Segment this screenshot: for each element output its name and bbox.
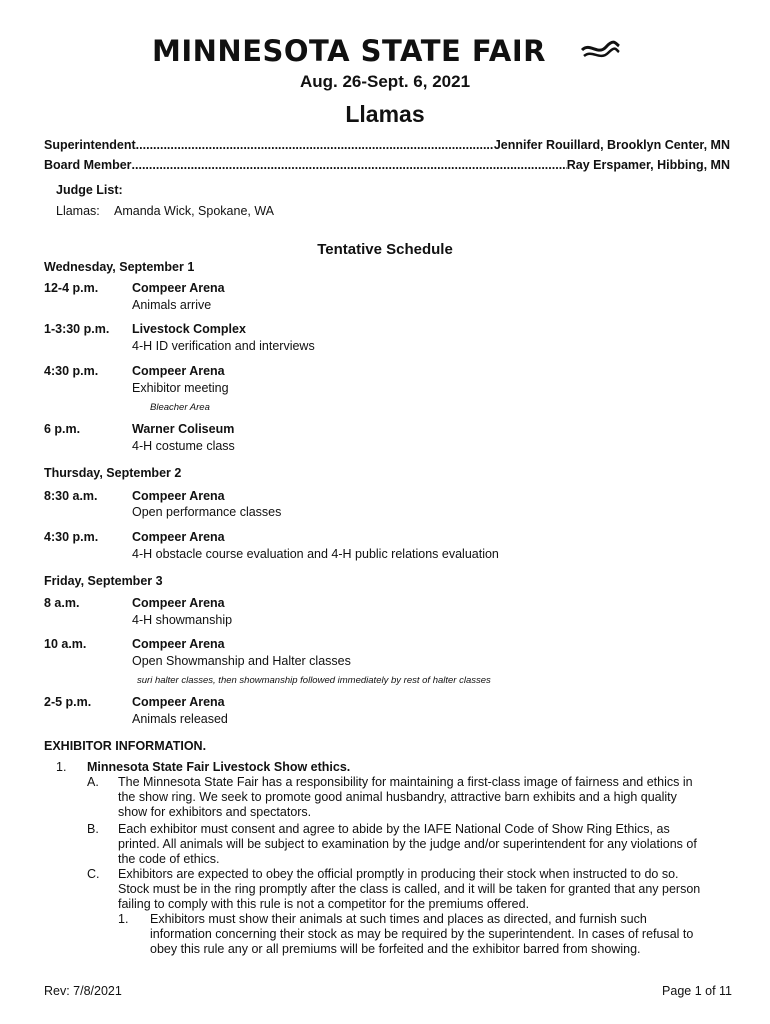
judge-division: Llamas:	[56, 204, 100, 218]
board-member-label: Board Member	[44, 158, 132, 172]
event-location: Compeer Arena	[132, 695, 225, 709]
fair-logo	[152, 34, 622, 74]
event-location: Livestock Complex	[132, 322, 246, 336]
judge-list-heading: Judge List:	[56, 183, 123, 197]
page-number: Page 1 of 11	[662, 984, 732, 998]
item-number: 1.	[56, 760, 67, 774]
event-note: Bleacher Area	[150, 402, 210, 413]
event-time: 2-5 p.m.	[44, 695, 92, 709]
wave-flag-icon	[580, 38, 620, 62]
event-description: Animals arrive	[132, 298, 212, 312]
event-description: Open Showmanship and Halter classes	[132, 654, 351, 668]
event-description: 4-H ID verification and interviews	[132, 339, 315, 353]
judge-name: Amanda Wick, Spokane, WA	[114, 204, 275, 218]
event-location: Compeer Arena	[132, 530, 225, 544]
board-member-name: Ray Erspamer, Hibbing, MN	[566, 158, 730, 172]
event-location: Compeer Arena	[132, 596, 225, 610]
event-time: 8:30 a.m.	[44, 489, 98, 503]
event-description: 4-H costume class	[132, 439, 235, 453]
sub-item-label: B.	[87, 822, 99, 836]
sub-sub-item-label: 1.	[118, 912, 129, 926]
event-description: 4-H obstacle course evaluation and 4-H public relations evaluation	[132, 547, 499, 561]
sub-item-text: The Minnesota State Fair has a responsibility for maintaining a first-class image of fairness and ethics in the show ring. We seek to promote good animal husbandry, attractive barn exhibits and a high quality show for exhibitors and spectators.	[118, 775, 693, 819]
event-location: Compeer Arena	[132, 637, 225, 651]
event-location: Warner Coliseum	[132, 422, 235, 436]
superintendent-name: Jennifer Rouillard, Brooklyn Center, MN	[493, 138, 730, 152]
event-description: 4-H showmanship	[132, 613, 233, 627]
sub-item-text: Each exhibitor must consent and agree to abide by the IAFE National Code of Show Ring Ethics, as printed. All animals will be subject to examination by the judge and/or superintendent for any violations of the code of ethics.	[118, 822, 697, 866]
sub-item-text: Exhibitors are expected to obey the official promptly in producing their stock when instructed to do so. Stock must be in the ring promptly after the class is called, and it will be taken for granted that any person failing to comply with this rule is not a competitor for the premiums offered.	[118, 867, 701, 911]
page-title: Llamas	[345, 101, 425, 127]
event-time: 4:30 p.m.	[44, 530, 99, 544]
event-time: 8 a.m.	[44, 596, 80, 610]
sub-item-label: C.	[87, 867, 100, 881]
event-description: Open performance classes	[132, 505, 282, 519]
item-title: Minnesota State Fair Livestock Show ethics.	[87, 760, 351, 774]
event-time: 12-4 p.m.	[44, 281, 99, 295]
day-heading: Thursday, September 2	[44, 466, 182, 480]
exhibitor-info-heading: EXHIBITOR INFORMATION.	[44, 739, 207, 753]
revision-date: Rev: 7/8/2021	[44, 984, 122, 998]
sub-sub-item-text: Exhibitors must show their animals at such times and places as directed, and furnish such information concerning their stock as may be required by the superintendent. In cases of refusal to obey this rule any or all premiums will be forfeited and the exhibitor barred from showing.	[150, 912, 694, 956]
event-location: Compeer Arena	[132, 364, 225, 378]
leader-dots	[136, 138, 494, 152]
board-member-line	[44, 158, 730, 172]
superintendent-line	[44, 138, 730, 152]
event-location: Compeer Arena	[132, 281, 225, 295]
schedule-title: Tentative Schedule	[317, 241, 453, 258]
event-note: suri halter classes, then showmanship followed immediately by rest of halter classes	[137, 675, 491, 686]
day-heading: Wednesday, September 1	[44, 260, 195, 274]
event-time: 6 p.m.	[44, 422, 81, 436]
event-time: 1-3:30 p.m.	[44, 322, 110, 336]
event-time: 4:30 p.m.	[44, 364, 99, 378]
fair-dates: Aug. 26-Sept. 6, 2021	[299, 72, 471, 91]
logo-text: MINNESOTA STATE FAIR	[152, 34, 546, 68]
day-heading: Friday, September 3	[44, 574, 163, 588]
event-description: Animals released	[132, 712, 228, 726]
sub-item-label: A.	[87, 775, 99, 789]
leader-dots	[132, 158, 567, 172]
event-location: Compeer Arena	[132, 489, 225, 503]
event-description: Exhibitor meeting	[132, 381, 229, 395]
event-time: 10 a.m.	[44, 637, 87, 651]
superintendent-label: Superintendent	[44, 138, 136, 152]
